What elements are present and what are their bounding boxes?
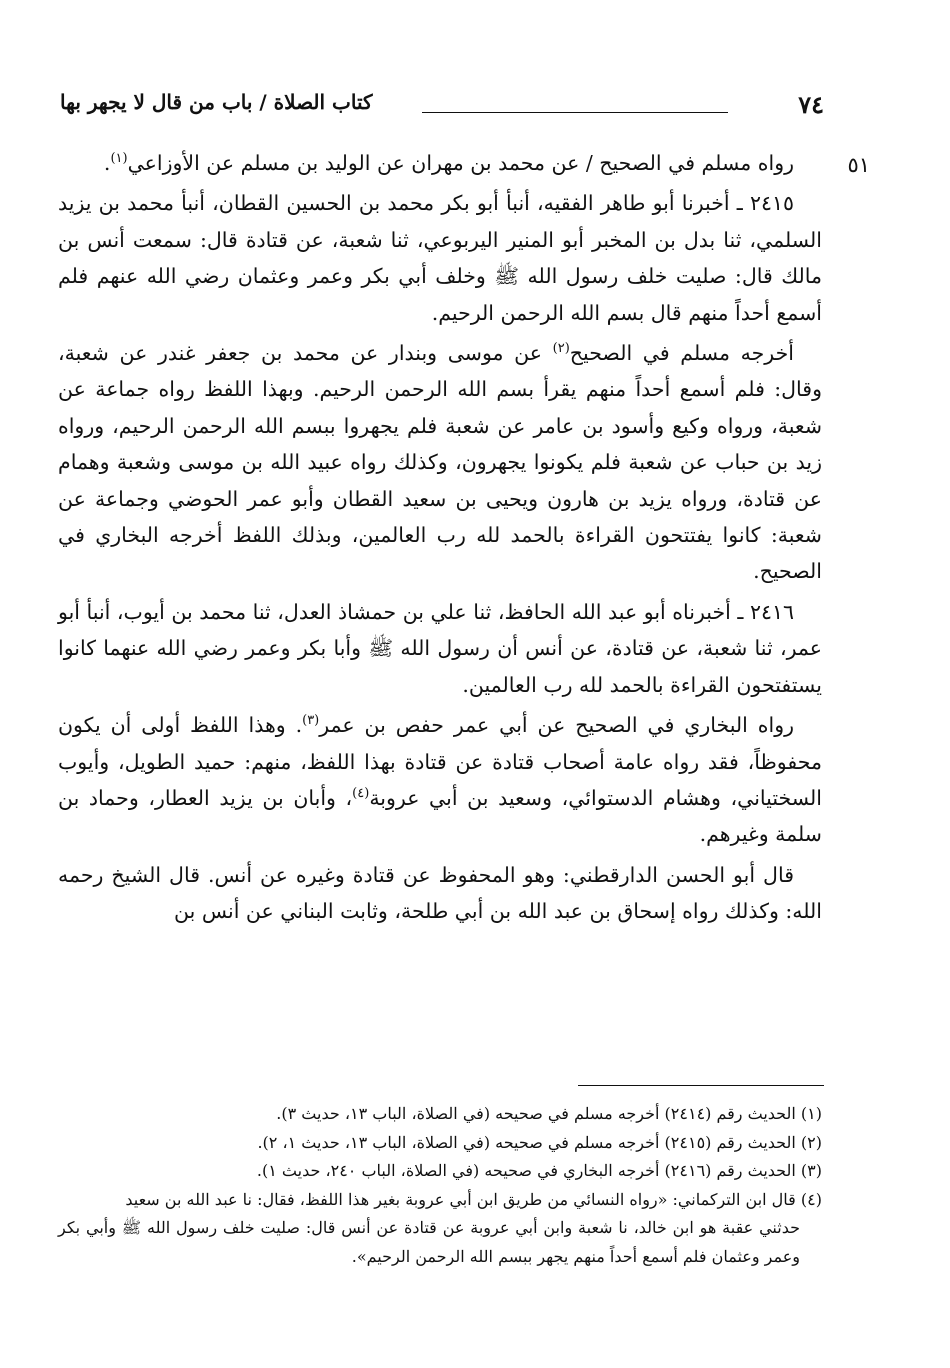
running-title: كتاب الصلاة / باب من قال لا يجهر بها (60, 90, 373, 114)
footnote-rule (578, 1085, 824, 1086)
paragraph-3-start: أخرجه مسلم في الصحيح (569, 341, 794, 366)
paragraph-5-rest: ، وأبان بن يزيد العطار، وحماد بن سلمة وغيرهم. (58, 785, 822, 847)
footnote-3: (٣) الحديث رقم (٢٤١٦) أخرجه البخاري في صحيحه (في الصلاة، الباب ٢٤٠، حديث ١). (256, 1161, 822, 1180)
margin-number: ٥١ (847, 153, 870, 177)
footnotes (58, 1100, 822, 1271)
paragraph-6: قال أبو الحسن الدارقطني: وهو المحفوظ عن قتادة وغيره عن أنس. قال الشيخ رحمه الله: وكذلك رواه إسحاق بن عبد الله بن أبي طلحة، وثابت البناني عن أنس بن (58, 862, 822, 924)
paragraph-5-start: رواه البخاري في الصحيح عن أبي عمر حفص بن عمر (319, 713, 794, 738)
footnote-ref-1[interactable]: (١) (110, 151, 128, 167)
page-header (60, 90, 824, 124)
footnote-4-first-line: (٤) قال ابن التركماني: «رواه النسائي من طريق ابن أبي عروبة بغير هذا اللفظ، فقال: نا عبد الله بن سعيد (125, 1189, 822, 1209)
paragraph-1-tail: . (103, 151, 111, 175)
footnote-1: (١) الحديث رقم (٢٤١٤) أخرجه مسلم في صحيحه (في الصلاة، الباب ١٣، حديث ٣). (276, 1104, 822, 1123)
paragraph-3-rest: عن موسى وبندار عن محمد بن جعفر غندر عن شعبة، وقال: فلم أسمع أحداً منهم يقرأ بسم الله الرحمن الرحيم. وبهذا اللفظ رواه جماعة عن شعبة، ورواه وكيع وأسود بن عامر عن شعبة فلم يجهروا ببسم الله الرحمن الرحيم، ورواه زيد بن حباب عن شعبة فلم يكونوا يجهرون، وكذلك رواه عبيد الله بن موسى وشعبة وهمام عن قتادة، ورواه يزيد بن هارون ويحيى بن سعيد القطان وأبو عمر الحوضي وجماعة عن شعبة: كانوا يفتتحون القراءة بالحمد لله رب العالمين، وبذلك اللفظ أخرجه البخاري في الصحيح. (58, 341, 822, 584)
footnote-ref-3[interactable]: (٣) (302, 713, 320, 729)
paragraph-5 (58, 707, 822, 853)
hadith-2416: ٢٤١٦ ـ أخبرناه أبو عبد الله الحافظ، ثنا علي بن حمشاذ العدل، ثنا محمد بن أيوب، أنبأ أبو عمر، ثنا شعبة، عن قتادة، عن أنس أن رسول الله ﷺ وأبا بكر وعمر رضي الله عنهما كانوا يستفتحون القراءة بالحمد لله رب العالمين. (58, 599, 822, 697)
footnote-ref-2[interactable]: (٢) (552, 341, 570, 357)
main-text (58, 145, 822, 934)
paragraph-5-mid: . وهذا اللفظ أولى أن يكون محفوظاً، فقد رواه عامة أصحاب قتادة عن قتادة بهذا اللفظ، منهم: حميد الطويل، وأيوب السختياني، وهشام الدستوائي، وسعيد بن أبي عروبة (58, 713, 822, 810)
paragraph-1-text: رواه مسلم في الصحيح / عن محمد بن مهران عن الوليد بن مسلم عن الأوزاعي (127, 151, 794, 175)
paragraph-3 (58, 335, 822, 590)
footnote-2: (٢) الحديث رقم (٢٤١٥) أخرجه مسلم في صحيحه (في الصلاة، الباب ١٣، حديث ١، ٢). (257, 1132, 822, 1152)
header-rule (422, 112, 728, 113)
paragraph-1 (58, 145, 822, 181)
footnote-ref-4[interactable]: (٤) (352, 786, 370, 802)
footnote-4-continuation: حدثني عقبة هو ابن خالد، نا شعبة وابن أبي عروبة عن قتادة عن أنس قال: صليت خلف رسول الله ﷺ وأبي بكر وعمر وعثمان فلم أسمع أحداً منهم يجهر ببسم الله الرحمن الرحيم». (58, 1218, 800, 1266)
hadith-2415: ٢٤١٥ ـ أخبرنا أبو طاهر الفقيه، أنبأ أبو بكر محمد بن الحسين القطان، أنبأ محمد بن يزيد السلمي، ثنا بدل بن المخبر أبو المنير اليربوعي، ثنا شعبة، عن قتادة قال: سمعت أنس بن مالك قال: صليت خلف رسول الله ﷺ وخلف أبي بكر وعمر وعثمان رضي الله عنهم فلم أسمع أحداً منهم قال بسم الله الرحمن الرحيم. (58, 191, 822, 325)
page-number: ٧٤ (798, 90, 824, 119)
